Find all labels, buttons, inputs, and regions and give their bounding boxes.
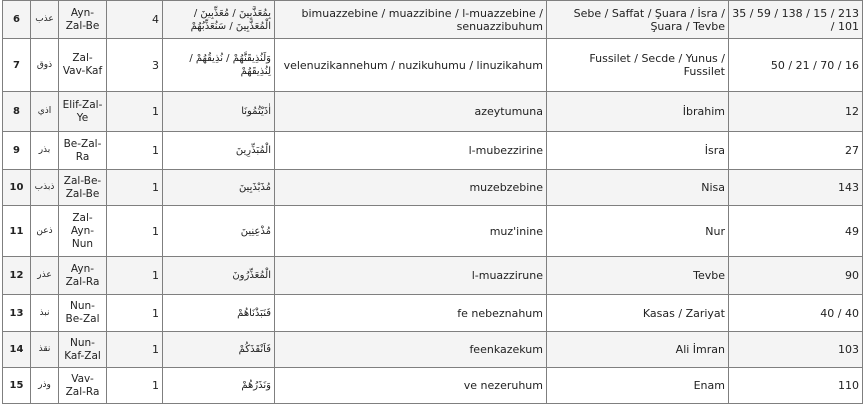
- table-row: [3, 170, 863, 206]
- occurrence-count: 1: [107, 92, 163, 132]
- arabic-words: مُذْعِنِينَ: [163, 206, 275, 257]
- arabic-root: عذب: [31, 1, 59, 39]
- arabic-root: ذوق: [31, 39, 59, 92]
- table-row: [3, 92, 863, 132]
- table-row: [3, 132, 863, 170]
- arabic-words: وَلَنُذِيقَنَّهُمْ / نُذِيقُهُمْ / لِنُذِيقَهُمْ: [163, 39, 275, 92]
- verse-numbers: 90: [729, 257, 863, 295]
- transliteration: l-muazzirune: [275, 257, 547, 295]
- transliteration: fe nebeznahum: [275, 295, 547, 332]
- arabic-root: عذر: [31, 257, 59, 295]
- row-number: 9: [3, 132, 31, 170]
- word-root-table: [2, 0, 863, 404]
- arabic-words: اٰذَيْتُمُونَا: [163, 92, 275, 132]
- table-row: [3, 295, 863, 332]
- surah-names: Enam: [547, 368, 729, 404]
- row-number: 11: [3, 206, 31, 257]
- row-number: 7: [3, 39, 31, 92]
- root-letter-names: Zal-Vav-Kaf: [59, 39, 107, 92]
- verse-numbers: 110: [729, 368, 863, 404]
- arabic-words: وَنَذَرُهُمْ: [163, 368, 275, 404]
- verse-numbers: 12: [729, 92, 863, 132]
- transliteration: azeytumuna: [275, 92, 547, 132]
- row-number: 8: [3, 92, 31, 132]
- surah-names: Sebe / Saffat / Şuara / İsra / Şuara / Tevbe: [547, 1, 729, 39]
- surah-names: Kasas / Zariyat: [547, 295, 729, 332]
- arabic-root: اذي: [31, 92, 59, 132]
- arabic-root: نقذ: [31, 332, 59, 368]
- root-letter-names: Zal-Be-Zal-Be: [59, 170, 107, 206]
- arabic-root: بذر: [31, 132, 59, 170]
- root-letter-names: Be-Zal-Ra: [59, 132, 107, 170]
- arabic-words: فَنَبَذْنَاهُمْ: [163, 295, 275, 332]
- transliteration: muzebzebine: [275, 170, 547, 206]
- surah-names: İsra: [547, 132, 729, 170]
- root-letter-names: Ayn-Zal-Be: [59, 1, 107, 39]
- surah-names: Nur: [547, 206, 729, 257]
- arabic-words: الْمُبَذِّرِينَ: [163, 132, 275, 170]
- arabic-words: بِمُعَذَّبِينَ / مُعَذِّبِينَ / الْمُعَذَّبِينَ / سَنُعَذِّبُهُمْ: [163, 1, 275, 39]
- root-letter-names: Elif-Zal-Ye: [59, 92, 107, 132]
- arabic-root: ذبذب: [31, 170, 59, 206]
- occurrence-count: 1: [107, 132, 163, 170]
- transliteration: velenuzikannehum / nuzikuhumu / linuzikahum: [275, 39, 547, 92]
- occurrence-count: 1: [107, 368, 163, 404]
- transliteration: feenkazekum: [275, 332, 547, 368]
- transliteration: muz'inine: [275, 206, 547, 257]
- arabic-root: نبذ: [31, 295, 59, 332]
- occurrence-count: 1: [107, 332, 163, 368]
- verse-numbers: 40 / 40: [729, 295, 863, 332]
- occurrence-count: 1: [107, 295, 163, 332]
- arabic-words: مُذَبْذَبِينَ: [163, 170, 275, 206]
- table-row: [3, 206, 863, 257]
- surah-names: İbrahim: [547, 92, 729, 132]
- arabic-root: ذعن: [31, 206, 59, 257]
- occurrence-count: 1: [107, 257, 163, 295]
- verse-numbers: 49: [729, 206, 863, 257]
- row-number: 6: [3, 1, 31, 39]
- row-number: 15: [3, 368, 31, 404]
- occurrence-count: 1: [107, 170, 163, 206]
- arabic-words: فَاَنْقَذَكُمْ: [163, 332, 275, 368]
- table-row: [3, 39, 863, 92]
- occurrence-count: 3: [107, 39, 163, 92]
- surah-names: Ali İmran: [547, 332, 729, 368]
- verse-numbers: 50 / 21 / 70 / 16: [729, 39, 863, 92]
- root-letter-names: Nun-Kaf-Zal: [59, 332, 107, 368]
- table-row: [3, 1, 863, 39]
- table-row: [3, 257, 863, 295]
- verse-numbers: 27: [729, 132, 863, 170]
- table-row: [3, 332, 863, 368]
- transliteration: ve nezeruhum: [275, 368, 547, 404]
- occurrence-count: 1: [107, 206, 163, 257]
- table-row: [3, 368, 863, 404]
- transliteration: bimuazzebine / muazzibine / l-muazzebine / senuazzibuhum: [275, 1, 547, 39]
- verse-numbers: 143: [729, 170, 863, 206]
- row-number: 10: [3, 170, 31, 206]
- surah-names: Nisa: [547, 170, 729, 206]
- row-number: 13: [3, 295, 31, 332]
- transliteration: l-mubezzirine: [275, 132, 547, 170]
- row-number: 12: [3, 257, 31, 295]
- root-letter-names: Vav-Zal-Ra: [59, 368, 107, 404]
- surah-names: Tevbe: [547, 257, 729, 295]
- root-letter-names: Nun-Be-Zal: [59, 295, 107, 332]
- arabic-words: الْمُعَذِّرُونَ: [163, 257, 275, 295]
- root-letter-names: Zal-Ayn-Nun: [59, 206, 107, 257]
- occurrence-count: 4: [107, 1, 163, 39]
- surah-names: Fussilet / Secde / Yunus / Fussilet: [547, 39, 729, 92]
- verse-numbers: 103: [729, 332, 863, 368]
- verse-numbers: 35 / 59 / 138 / 15 / 213 / 101: [729, 1, 863, 39]
- arabic-root: وذر: [31, 368, 59, 404]
- row-number: 14: [3, 332, 31, 368]
- root-letter-names: Ayn-Zal-Ra: [59, 257, 107, 295]
